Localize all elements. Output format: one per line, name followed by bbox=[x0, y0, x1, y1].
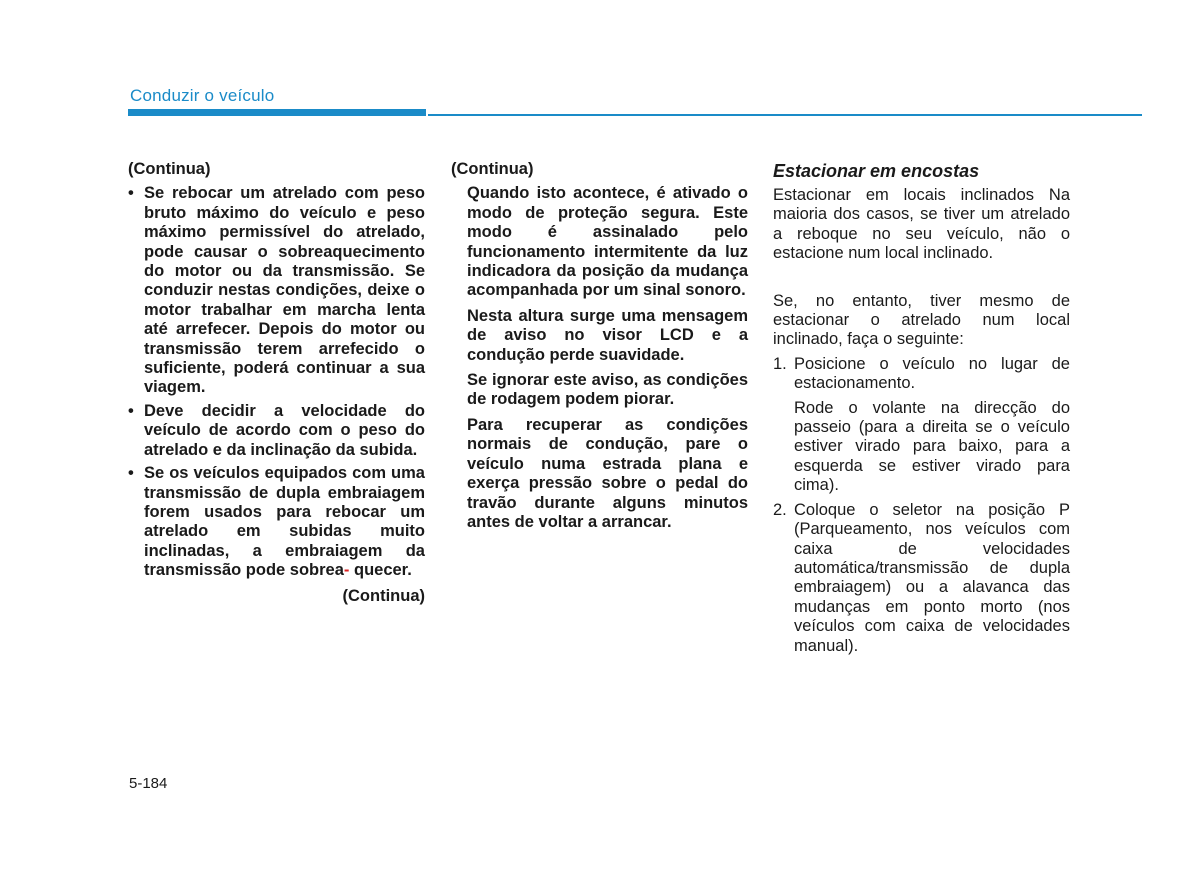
bullet-text-end: quecer. bbox=[354, 561, 412, 580]
paragraph: Se, no entanto, tiver mesmo de estacionar o atrelado num local inclinado, faça o seguinte: bbox=[773, 291, 1070, 349]
section-heading: Estacionar em encostas bbox=[773, 161, 980, 181]
list-item bbox=[128, 402, 425, 460]
bullet-text: Se os veículos equipados com uma transmissão de dupla embraiagem forem usados para rebocar um atrelado em subidas muito inclinadas, a embraiagem da transmissão pode sobrea bbox=[144, 464, 425, 580]
step-subtext: Rode o volante na direcção do passeio (para a direita se o veículo estiver virado para baixo, para a esquerda se estiver virado para cima). bbox=[794, 398, 1070, 495]
header-rule-thin bbox=[428, 114, 1142, 116]
list-item bbox=[773, 355, 1070, 496]
bullet-icon: • bbox=[128, 184, 134, 203]
hyphen-mark: - bbox=[343, 561, 350, 580]
column-1 bbox=[128, 160, 425, 606]
continued-label-top: (Continua) bbox=[128, 160, 211, 178]
intro-paragraph: Estacionar em locais inclinados Na maioria dos casos, se tiver um atrelado a reboque no seu veículo, não o estacione num local inclinado. bbox=[773, 186, 1070, 263]
header-rule-thick bbox=[128, 109, 426, 116]
bullet-text: Deve decidir a velocidade do veículo de acordo com o peso do atrelado e da inclinação da subida. bbox=[144, 401, 425, 459]
section-title: Conduzir o veículo bbox=[130, 86, 275, 105]
paragraph: Nesta altura surge uma mensagem de aviso no visor LCD e a condução perde suavidade. bbox=[467, 306, 748, 364]
step-number: 2. bbox=[773, 500, 787, 519]
list-item bbox=[128, 184, 425, 397]
column-3 bbox=[773, 160, 1070, 661]
list-item bbox=[773, 501, 1070, 656]
column-2 bbox=[451, 160, 748, 538]
bullet-icon: • bbox=[128, 464, 134, 483]
list-item bbox=[128, 464, 425, 580]
paragraph: Quando isto acontece, é ativado o modo de proteção segura. Este modo é assinalado pelo funcionamento intermitente da luz indicadora da posição da mudança acompanhada por um sinal sonoro. bbox=[467, 184, 748, 300]
continued-label-top: (Continua) bbox=[451, 160, 534, 178]
bullet-icon: • bbox=[128, 401, 134, 420]
paragraph: Para recuperar as condições normais de condução, pare o veículo numa estrada plana e exerça pressão sobre o pedal do travão durante alguns minutos antes de voltar a arrancar. bbox=[467, 415, 748, 531]
continued-label-bottom: (Continua) bbox=[342, 586, 425, 605]
step-text: Posicione o veículo no lugar de estacionamento. bbox=[794, 354, 1070, 393]
page-number: 5-184 bbox=[129, 775, 168, 792]
step-text: Coloque o seletor na posição P (Parqueamento, nos veículos com caixa de velocidades automática/transmissão de dupla embraiagem) ou a alavanca das mudanças em ponto morto (nos veículos com caixa de velocidades manual). bbox=[794, 500, 1070, 655]
step-number: 1. bbox=[773, 354, 787, 373]
paragraph: Se ignorar este aviso, as condições de rodagem podem piorar. bbox=[467, 371, 748, 409]
bullet-text: Se rebocar um atrelado com peso bruto máximo do veículo e peso máximo permissível do atrelado, pode causar o sobreaquecimento do motor ou da transmissão. Se conduzir nestas condições, deixe o motor trabalhar em marcha lenta até arrefecer. Depois do motor ou transmissão terem arrefecido o suficiente, poderá continuar a sua viagem. bbox=[144, 184, 425, 397]
